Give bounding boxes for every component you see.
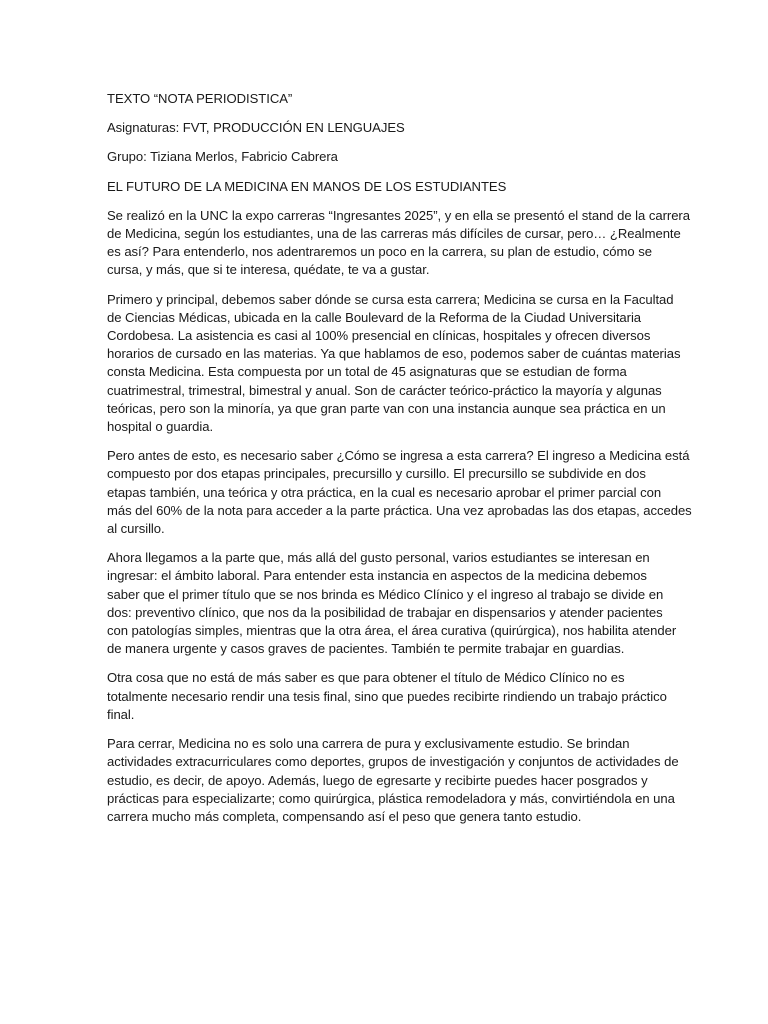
text-line: teóricas, pero son la minoría, ya que gran parte van con una instancia aunque sea práctica en un: [107, 400, 666, 416]
paragraph: [107, 207, 690, 280]
article-body: [107, 207, 692, 826]
text-line: compuesto por dos etapas principales, precursillo y cursillo. El precursillo se subdivide en dos: [107, 466, 646, 482]
text-line: etapas también, una teórica y otra práctica, en la cual es necesario aprobar el primer parcial con: [107, 484, 662, 500]
grupo-line: Grupo: Tiziana Merlos, Fabricio Cabrera: [107, 149, 338, 165]
text-line: cursa, y más, que si te interesa, quédate, te va a gustar.: [107, 262, 430, 278]
text-line: de Medicina, según los estudiantes, una de las carreras más difíciles de cursar, pero… ¿Realmente: [107, 226, 681, 242]
text-line: Se realizó en la UNC la expo carreras “Ingresantes 2025”, y en ella se presentó el stand de la carrera: [107, 207, 690, 223]
text-line: final.: [107, 706, 135, 722]
paragraph: [107, 447, 692, 538]
text-line: cuatrimestral, trimestral, bimestral y anual. Son de carácter teórico-práctico la mayoría y algunas: [107, 382, 662, 398]
text-line: prácticas para especializarte; como quirúrgica, plástica remodeladora y más, convirtiéndola en una: [107, 790, 675, 806]
text-line: dos: preventivo clínico, que nos da la posibilidad de trabajar en dispensarios y atender pacientes: [107, 604, 663, 620]
text-line: con patologías simples, mientras que la otra área, el área curativa (quirúrgica), nos habilita atender: [107, 623, 677, 639]
text-line: hospital o guardia.: [107, 419, 214, 435]
text-line: saber que el primer título que se nos brinda es Médico Clínico y el ingreso al trabajo se divide en: [107, 586, 664, 602]
article-title: EL FUTURO DE LA MEDICINA EN MANOS DE LOS ESTUDIANTES: [107, 178, 507, 194]
text-line: Pero antes de esto, es necesario saber ¿Cómo se ingresa a esta carrera? El ingreso a Medicina está: [107, 448, 690, 464]
asignaturas-line: Asignaturas: FVT, PRODUCCIÓN EN LENGUAJES: [107, 120, 405, 136]
text-line: Primero y principal, debemos saber dónde se cursa esta carrera; Medicina se cursa en la Facultad: [107, 291, 674, 307]
text-line: actividades extracurriculares como deportes, grupos de investigación y conjuntos de actividades de: [107, 754, 679, 770]
text-line: carrera mucho más completa, compensando así el peso que genera tanto estudio.: [107, 808, 582, 824]
paragraph: [107, 669, 667, 724]
text-line: Cordobesa. La asistencia es casi al 100% presencial en clínicas, hospitales y ofrecen diversos: [107, 328, 651, 344]
text-line: ingresar: el ámbito laboral. Para entender esta instancia en aspectos de la medicina debemos: [107, 568, 647, 584]
texto-label: TEXTO “NOTA PERIODISTICA”: [107, 91, 293, 106]
paragraph: [107, 291, 681, 437]
text-line: de Ciencias Médicas, ubicada en la calle Boulevard de la Reforma de la Ciudad Universitaria: [107, 309, 642, 325]
text-line: Ahora llegamos a la parte que, más allá del gusto personal, varios estudiantes se interesan en: [107, 550, 650, 566]
text-line: más del 60% de la nota para acceder a la parte práctica. Una vez aprobadas las dos etapas, accedes: [107, 502, 692, 518]
text-line: Para cerrar, Medicina no es solo una carrera de pura y exclusivamente estudio. Se brindan: [107, 736, 630, 752]
paragraph: [107, 735, 679, 826]
document-page: [107, 90, 692, 837]
text-line: al cursillo.: [107, 521, 165, 537]
text-line: estudio, es decir, de apoyo. Además, luego de egresarte y recibirte puedes hacer posgrados y: [107, 772, 648, 788]
text-line: es así? Para entenderlo, nos adentraremos un poco en la carrera, su plan de estudio, cómo se: [107, 244, 652, 260]
text-line: consta Medicina. Esta compuesta por un total de 45 asignaturas que se estudian de forma: [107, 364, 627, 380]
text-line: de manera urgente y casos graves de pacientes. También te permite trabajar en guardias.: [107, 641, 625, 657]
text-line: totalmente necesario rendir una tesis final, sino que puedes recibirte rindiendo un trabajo práctico: [107, 688, 667, 704]
paragraph: [107, 549, 677, 658]
text-line: horarios de cursado en las materias. Ya que hablamos de eso, podemos saber de cuántas materias: [107, 346, 681, 362]
text-line: Otra cosa que no está de más saber es que para obtener el título de Médico Clínico no es: [107, 670, 625, 686]
